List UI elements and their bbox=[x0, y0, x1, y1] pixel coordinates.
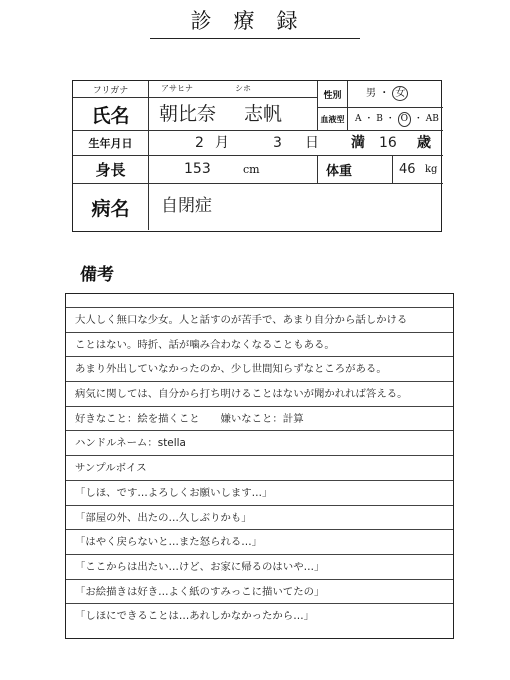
weight-label: 体重 bbox=[318, 156, 393, 184]
remarks-line-6: ハンドルネーム：stella bbox=[66, 431, 453, 456]
blood-type-label: 血液型 bbox=[318, 108, 348, 131]
remarks-line-7: サンプルボイス bbox=[66, 456, 453, 481]
name-field bbox=[149, 98, 318, 131]
blood-o-selected: O bbox=[398, 112, 411, 127]
weight-unit: kg bbox=[425, 164, 438, 175]
remarks-line-1: 大人しく無口な少女。人と話すのが苦手で、あまり自分から話しかける bbox=[66, 308, 453, 333]
blood-type-field: A ・ B ・ O ・ AB bbox=[348, 108, 443, 131]
remarks-line-13: 「しほにできることは…あれしかなかったから…」 bbox=[75, 610, 314, 623]
name-label: 氏名 bbox=[73, 98, 149, 131]
height-label: 身長 bbox=[73, 156, 149, 184]
furigana-label: フリガナ bbox=[73, 81, 149, 98]
height-value: 153 bbox=[184, 161, 211, 177]
remarks-line-2: ことはない。時折、話が噛み合わなくなることもある。 bbox=[66, 333, 453, 358]
age-value: 16 bbox=[379, 135, 397, 151]
remarks-top-margin bbox=[66, 294, 453, 308]
remarks-line-8: 「しほ、です…よろしくお願いします…」 bbox=[66, 481, 453, 506]
sex-field bbox=[348, 81, 443, 108]
sex-male: 男 bbox=[366, 88, 376, 99]
name-given: 志帆 bbox=[244, 103, 283, 125]
name-family: 朝比奈 bbox=[159, 103, 217, 125]
weight-field bbox=[393, 156, 443, 184]
remarks-line-11: 「ここからは出たい…けど、お家に帰るのはいや…」 bbox=[66, 555, 453, 580]
patient-card bbox=[72, 80, 442, 232]
remarks-line-10: 「はやく戻らないと…また怒られる…」 bbox=[66, 530, 453, 555]
remarks-line-12: 「お絵描きは好き…よく紙のすみっこに描いてたの」 bbox=[66, 580, 453, 605]
remarks-line-4: 病気に関しては、自分から打ち明けることはないが聞かれれば答える。 bbox=[66, 382, 453, 407]
blood-b: B bbox=[376, 114, 383, 124]
disease-label: 病名 bbox=[73, 184, 149, 230]
dob-label: 生年月日 bbox=[73, 131, 149, 156]
remarks-line-9: 「部屋の外、出たの…久しぶりかも」 bbox=[66, 506, 453, 531]
dob-day: 3 bbox=[273, 135, 282, 151]
weight-value: 46 bbox=[399, 162, 416, 177]
disease-value: 自閉症 bbox=[161, 196, 212, 216]
furigana-given: シホ bbox=[235, 84, 251, 93]
age-unit: 歳 bbox=[417, 135, 431, 151]
furigana-field bbox=[149, 81, 318, 98]
page-title: 診療録 bbox=[150, 4, 360, 39]
age-prefix: 満 bbox=[351, 135, 365, 151]
sex-separator: ・ bbox=[379, 88, 390, 99]
sex-female-selected: 女 bbox=[392, 86, 408, 101]
dob-month: 2 bbox=[195, 135, 204, 151]
sex-label: 性別 bbox=[318, 81, 348, 108]
dob-month-unit: 月 bbox=[215, 135, 229, 151]
height-unit: cm bbox=[243, 163, 260, 176]
remarks-line-5: 好きなこと：絵を描くこと 嫌いなこと：計算 bbox=[66, 407, 453, 432]
dob-field bbox=[149, 131, 443, 156]
remarks-line-3: あまり外出していなかったのか、少し世間知らずなところがある。 bbox=[66, 357, 453, 382]
remarks-heading: 備考 bbox=[80, 265, 114, 285]
furigana-family: アサヒナ bbox=[161, 84, 193, 93]
height-field bbox=[149, 156, 318, 184]
blood-ab: AB bbox=[425, 114, 439, 124]
remarks-box bbox=[65, 293, 454, 639]
dob-day-unit: 日 bbox=[305, 135, 319, 151]
blood-a: A bbox=[355, 114, 362, 124]
